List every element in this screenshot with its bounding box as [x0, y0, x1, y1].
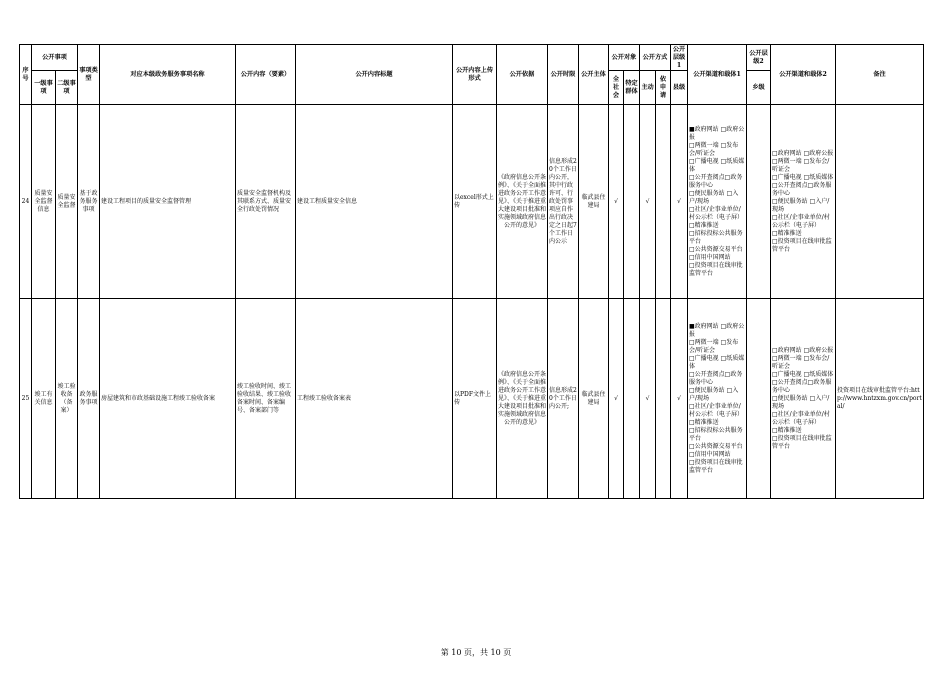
col-level1: 公开层级1: [671, 45, 688, 71]
cell-lvl1: 竣工有关信息: [32, 299, 56, 499]
channel-line: □两微一端 □发布会/听证会: [689, 338, 739, 354]
cell-type: 政务服务事项: [78, 299, 100, 499]
cell-seq: 24: [20, 105, 32, 299]
channel-line: □投资项目在线审批监管平台: [772, 237, 832, 253]
col-level1-sub: 县级: [671, 71, 688, 105]
col-channel2: 公开渠道和载体2: [771, 45, 836, 105]
cell-type: 基于政务服务事项: [78, 105, 100, 299]
cell-form: 以PDF文件上传: [453, 299, 497, 499]
channel-line: □公开查阅点□政务服务中心: [689, 173, 743, 189]
cell-method-apply: [656, 299, 671, 499]
cell-channel1: [688, 105, 747, 299]
channel-line: □便民服务站 □入户/现场: [772, 197, 830, 213]
cell-remark: 投资项目在线审批监管平台:http://www.hntzxm.gov.cn/portal/: [836, 299, 924, 499]
cell-time: 信息形成20个工作日内公开，其中行政许可、行政处罚事项应自作出行政决定之日起7个工作日内公示: [548, 105, 579, 299]
channel-line: □广播电视 □纸质媒体: [689, 354, 745, 370]
channel-line: □广播电视 □纸质媒体: [772, 370, 834, 378]
cell-target-special: [624, 299, 640, 499]
channel-line: □精准推送: [772, 426, 802, 434]
col-gkshx: 公开事项: [32, 45, 78, 71]
channel-line: □便民服务站 □入户/现场: [772, 394, 830, 410]
channel-line: □便民服务站 □入户/现场: [689, 189, 739, 205]
cell-method-apply: [656, 105, 671, 299]
channel-line: □政府网站 □政府公报: [772, 149, 834, 157]
channel-line: □社区/企事业单位/村公示栏（电子屏）: [689, 205, 744, 221]
cell-target-special: [624, 105, 640, 299]
channel-line: □投资项目在线审批监管平台: [689, 261, 743, 277]
cell-time: 信息形成20个工作日内公开;: [548, 299, 579, 499]
col-seq: 序号: [20, 45, 32, 105]
col-method: 公开方式: [640, 45, 671, 71]
col-method-apply: 依申请: [656, 71, 671, 105]
cell-channel2: [771, 105, 836, 299]
cell-title: 工程竣工验收备案表: [296, 299, 453, 499]
channel-line: □公共资源交易平台: [689, 245, 743, 253]
cell-level1: √: [671, 105, 688, 299]
page-footer: 第 10 页，共 10 页: [440, 648, 512, 657]
cell-form: 以excel形式上传: [453, 105, 497, 299]
channel-line: □两微一端 □发布会/听证会: [772, 354, 830, 370]
cell-channel1: [688, 299, 747, 499]
cell-subject: 临武县住建局: [579, 105, 609, 299]
disclosure-table: [19, 44, 924, 499]
cell-remark: [836, 105, 924, 299]
col-form: 公开内容上传形式: [453, 45, 497, 105]
col-lvl2: 二级事项: [56, 71, 78, 105]
channel-line: □社区/企事业单位/村公示栏（电子屏）: [772, 213, 830, 229]
cell-channel2: [771, 299, 836, 499]
channel-line: ■政府网站 □政府公报: [689, 125, 745, 141]
col-content: 公开内容（要素）: [236, 45, 296, 105]
cell-lvl1: 质量安全监督信息: [32, 105, 56, 299]
col-channel1: 公开渠道和载体1: [688, 45, 747, 105]
channel-line: □两微一端 □发布会/听证会: [689, 141, 739, 157]
channel-line: □公开查阅点□政务服务中心: [689, 370, 743, 386]
channel-line: □信用中国网站: [689, 450, 731, 458]
col-target-special: 特定群体: [624, 71, 640, 105]
cell-basis: 《政府信息公开条例》、《关于全面推进政务公开工作意见》、《关于推进重大建设项目批准和实施领域政府信息公开的意见》: [497, 299, 548, 499]
channel-line: □广播电视 □纸质媒体: [689, 157, 745, 173]
cell-lvl2: 质量安全监督: [56, 105, 78, 299]
cell-content: 竣工验收时间、竣工验收结果、竣工验收备案时间、备案编号、备案部门等: [236, 299, 296, 499]
header-row-1: [20, 45, 924, 71]
channel-line: □投资项目在线审批监管平台: [772, 434, 832, 450]
col-remark: 备注: [836, 45, 924, 105]
cell-method-active: √: [640, 299, 656, 499]
channel-line: □社区/企事业单位/村公示栏（电子屏）: [689, 402, 744, 418]
col-basis: 公开依据: [497, 45, 548, 105]
cell-lvl2: 竣工验收备（备案）: [56, 299, 78, 499]
col-target-all: 全社会: [609, 71, 624, 105]
cell-item-name: 房屋建筑和市政基础设施工程竣工验收备案: [100, 299, 236, 499]
cell-level2: [747, 105, 771, 299]
col-title: 公开内容标题: [296, 45, 453, 105]
col-target: 公开对象: [609, 45, 640, 71]
col-method-active: 主动: [640, 71, 656, 105]
channel-line: □投资项目在线审批监管平台: [689, 458, 743, 474]
channel-line: □公共资源交易平台: [689, 442, 743, 450]
channel-line: □精准推送: [689, 221, 719, 229]
cell-level2: [747, 299, 771, 499]
channel-line: □精准推送: [689, 418, 719, 426]
channel-line: □政府网站 □政府公报: [772, 346, 834, 354]
cell-content: 质量安全监督机构及其联系方式、质量安全行政处罚情况: [236, 105, 296, 299]
col-level2-sub: 乡级: [747, 71, 771, 105]
channel-line: □公开查阅点□政务服务中心: [772, 378, 832, 394]
col-subject: 公开主体: [579, 45, 609, 105]
col-type: 事项类型: [78, 45, 100, 105]
channel-line: □公开查阅点□政务服务中心: [772, 181, 832, 197]
channel-line: □广播电视 □纸质媒体: [772, 173, 834, 181]
cell-seq: 25: [20, 299, 32, 499]
cell-target-all: √: [609, 105, 624, 299]
channel-line: □精准推送: [772, 229, 802, 237]
cell-method-active: √: [640, 105, 656, 299]
channel-line: □两微一端 □发布会/听证会: [772, 157, 830, 173]
cell-subject: 临武县住建局: [579, 299, 609, 499]
channel-line: ■政府网站 □政府公报: [689, 322, 745, 338]
channel-line: □便民服务站 □入户/现场: [689, 386, 739, 402]
cell-basis: 《政府信息公开条例》、《关于全面推进政务公开工作意见》、《关于推进重大建设项目批准和实施领域政府信息公开的意见》: [497, 105, 548, 299]
cell-item-name: 建设工程项目的质量安全监督管理: [100, 105, 236, 299]
table-row: [20, 105, 924, 299]
channel-line: □信用中国网站: [689, 253, 731, 261]
col-lvl1: 一级事项: [32, 71, 56, 105]
cell-target-all: √: [609, 299, 624, 499]
channel-line: □社区/企事业单位/村公示栏（电子屏）: [772, 410, 830, 426]
cell-level1: √: [671, 299, 688, 499]
channel-line: □招标投标公共服务平台: [689, 229, 743, 245]
col-item-name: 对应本级政务服务事项名称: [100, 45, 236, 105]
col-level2: 公开层级2: [747, 45, 771, 71]
col-time: 公开时限: [548, 45, 579, 105]
cell-title: 建设工程质量安全信息: [296, 105, 453, 299]
table-row: [20, 299, 924, 499]
channel-line: □招标投标公共服务平台: [689, 426, 743, 442]
